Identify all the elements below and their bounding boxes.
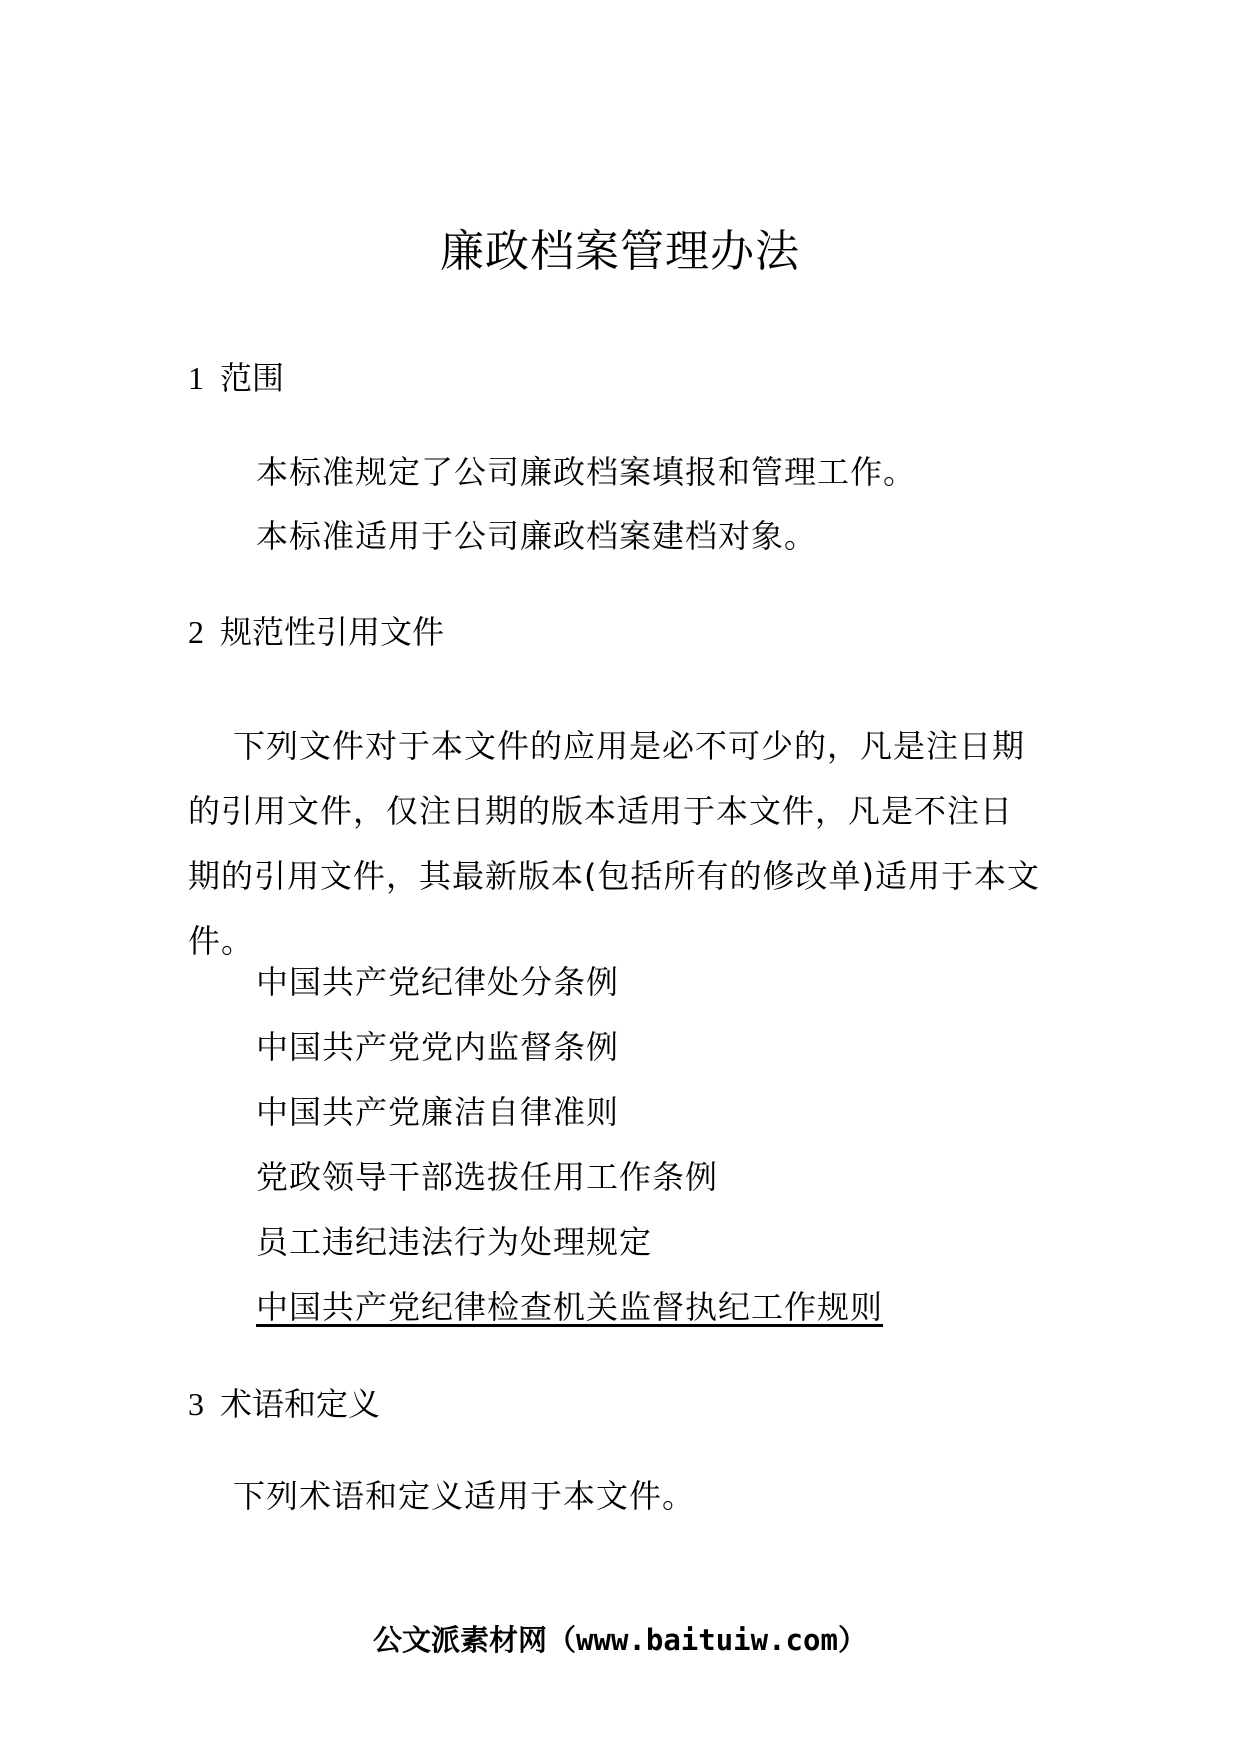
reference-item-underlined: 中国共产党纪律检查机关监督执纪工作规则 (256, 1288, 884, 1326)
normative-references-paragraph (188, 714, 1068, 974)
paragraph-row: 期的引用文件，其最新版本(包括所有的修改单)适用于本文 (188, 857, 1040, 895)
reference-item: 中国共产党党内监督条例 (256, 1028, 620, 1066)
paragraph-row: 下列文件对于本文件的应用是必不可少的，凡是注日期 (233, 727, 1026, 765)
section-number: 1 (188, 360, 204, 396)
reference-item: 党政领导干部选拔任用工作条例 (256, 1158, 719, 1196)
reference-item: 中国共产党纪律处分条例 (256, 963, 620, 1001)
scope-line-2: 本标准适用于公司廉政档案建档对象。 (256, 517, 818, 555)
document-title: 廉政档案管理办法 (440, 226, 800, 277)
section-heading-scope (188, 356, 284, 400)
section-heading-normative-references (188, 610, 444, 654)
reference-item: 中国共产党廉洁自律准则 (256, 1093, 620, 1131)
section-title: 范围 (220, 359, 285, 397)
footer-watermark: 公文派素材网（www.baituiw.com） (373, 1623, 867, 1657)
reference-item: 员工违纪违法行为处理规定 (256, 1223, 653, 1261)
paragraph-row: 的引用文件，仅注日期的版本适用于本文件，凡是不注日 (188, 792, 1014, 830)
paragraph-row: 件。 (188, 922, 255, 960)
section-number: 3 (188, 1386, 204, 1422)
section-number: 2 (188, 614, 204, 650)
section-heading-terms-definitions (188, 1382, 380, 1426)
section-title: 规范性引用文件 (220, 613, 445, 651)
section-title: 术语和定义 (220, 1385, 381, 1423)
terms-intro: 下列术语和定义适用于本文件。 (233, 1477, 696, 1515)
scope-line-1: 本标准规定了公司廉政档案填报和管理工作。 (256, 453, 917, 491)
